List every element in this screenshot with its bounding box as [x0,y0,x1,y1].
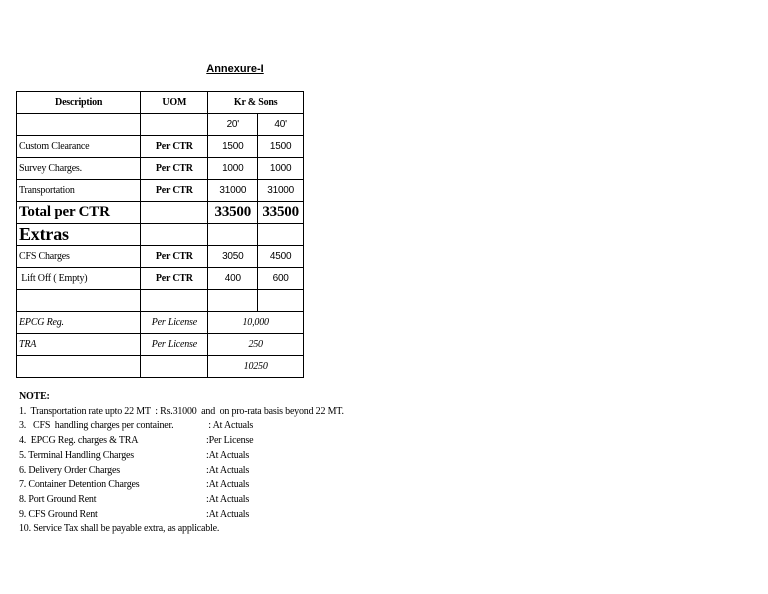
note-line: 1. Transportation rate upto 22 MT : Rs.31000 and on pro-rata basis beyond 22 MT. [19,405,344,417]
table-cell [141,202,208,224]
table-header-row [17,92,304,114]
license-total: 10250 [208,356,304,378]
row-description: Transportation [17,180,141,202]
note-line: 10. Service Tax shall be payable extra, as applicable. [19,523,220,535]
extras-heading-row [17,224,304,246]
note-line [19,493,344,508]
table-cell [141,290,208,312]
table-row [17,136,304,158]
extras-label: Extras [17,224,141,246]
total-label: Total per CTR [17,202,141,224]
note-line [19,508,344,523]
table-cell [258,224,304,246]
note-label: 8. Port Ground Rent [19,493,97,505]
note-value: :At Actuals [206,493,250,505]
notes-title: NOTE: [19,391,50,402]
note-label: 6. Delivery Order Charges [19,464,120,476]
row-value: 250 [208,334,304,356]
table-cell [208,290,258,312]
note-line [19,464,344,479]
note-value: :Per License [206,435,254,447]
row-value: 10,000 [208,312,304,334]
note-label: 7. Container Detention Charges [19,479,140,491]
note-label: 9. CFS Ground Rent [19,508,98,520]
row-20ft: 3050 [208,246,258,268]
note-value: : At Actuals [206,420,254,432]
header-description: Description [17,92,141,114]
total-20ft: 33500 [208,202,258,224]
header-uom: UOM [141,92,208,114]
table-row [17,268,304,290]
row-uom: Per License [141,334,208,356]
row-description: Lift Off ( Empty) [17,268,141,290]
row-uom: Per CTR [141,246,208,268]
row-description: TRA [17,334,141,356]
table-row [17,246,304,268]
row-20ft: 1000 [208,158,258,180]
row-20ft: 31000 [208,180,258,202]
note-value: :At Actuals [206,464,250,476]
row-40ft: 31000 [258,180,304,202]
table-cell [17,356,141,378]
row-40ft: 1500 [258,136,304,158]
note-value: :At Actuals [206,479,250,491]
table-cell [17,290,141,312]
note-value: :At Actuals [206,508,250,520]
row-uom: Per License [141,312,208,334]
table-cell [258,290,304,312]
row-uom: Per CTR [141,180,208,202]
header-vendor: Kr & Sons [208,92,304,114]
note-label: 4. EPCG Reg. charges & TRA [19,435,139,447]
row-description: Survey Charges. [17,158,141,180]
note-value: :At Actuals [206,449,250,461]
row-40ft: 4500 [258,246,304,268]
total-row [17,202,304,224]
row-description: EPCG Reg. [17,312,141,334]
note-line [19,478,344,493]
row-20ft: 400 [208,268,258,290]
blank-row [17,290,304,312]
row-uom: Per CTR [141,158,208,180]
note-label: 3. CFS handling charges per container. [19,420,174,432]
table-cell [141,224,208,246]
annexure-heading: Annexure-I [206,63,264,75]
note-line [19,419,344,434]
row-40ft: 600 [258,268,304,290]
table-row [17,180,304,202]
header-20ft: 20' [208,114,258,136]
charges-table [16,91,304,378]
row-uom: Per CTR [141,268,208,290]
notes-section [19,390,344,537]
table-cell [141,356,208,378]
row-20ft: 1500 [208,136,258,158]
row-40ft: 1000 [258,158,304,180]
header-40ft: 40' [258,114,304,136]
total-40ft: 33500 [258,202,304,224]
table-cell [17,114,141,136]
note-line [19,449,344,464]
table-cell [208,224,258,246]
table-cell [141,114,208,136]
table-subheader-row [17,114,304,136]
note-label: 5. Terminal Handling Charges [19,449,134,461]
table-row [17,158,304,180]
license-row [17,334,304,356]
license-row [17,312,304,334]
note-line [19,434,344,449]
row-description: CFS Charges [17,246,141,268]
row-uom: Per CTR [141,136,208,158]
license-total-row [17,356,304,378]
row-description: Custom Clearance [17,136,141,158]
